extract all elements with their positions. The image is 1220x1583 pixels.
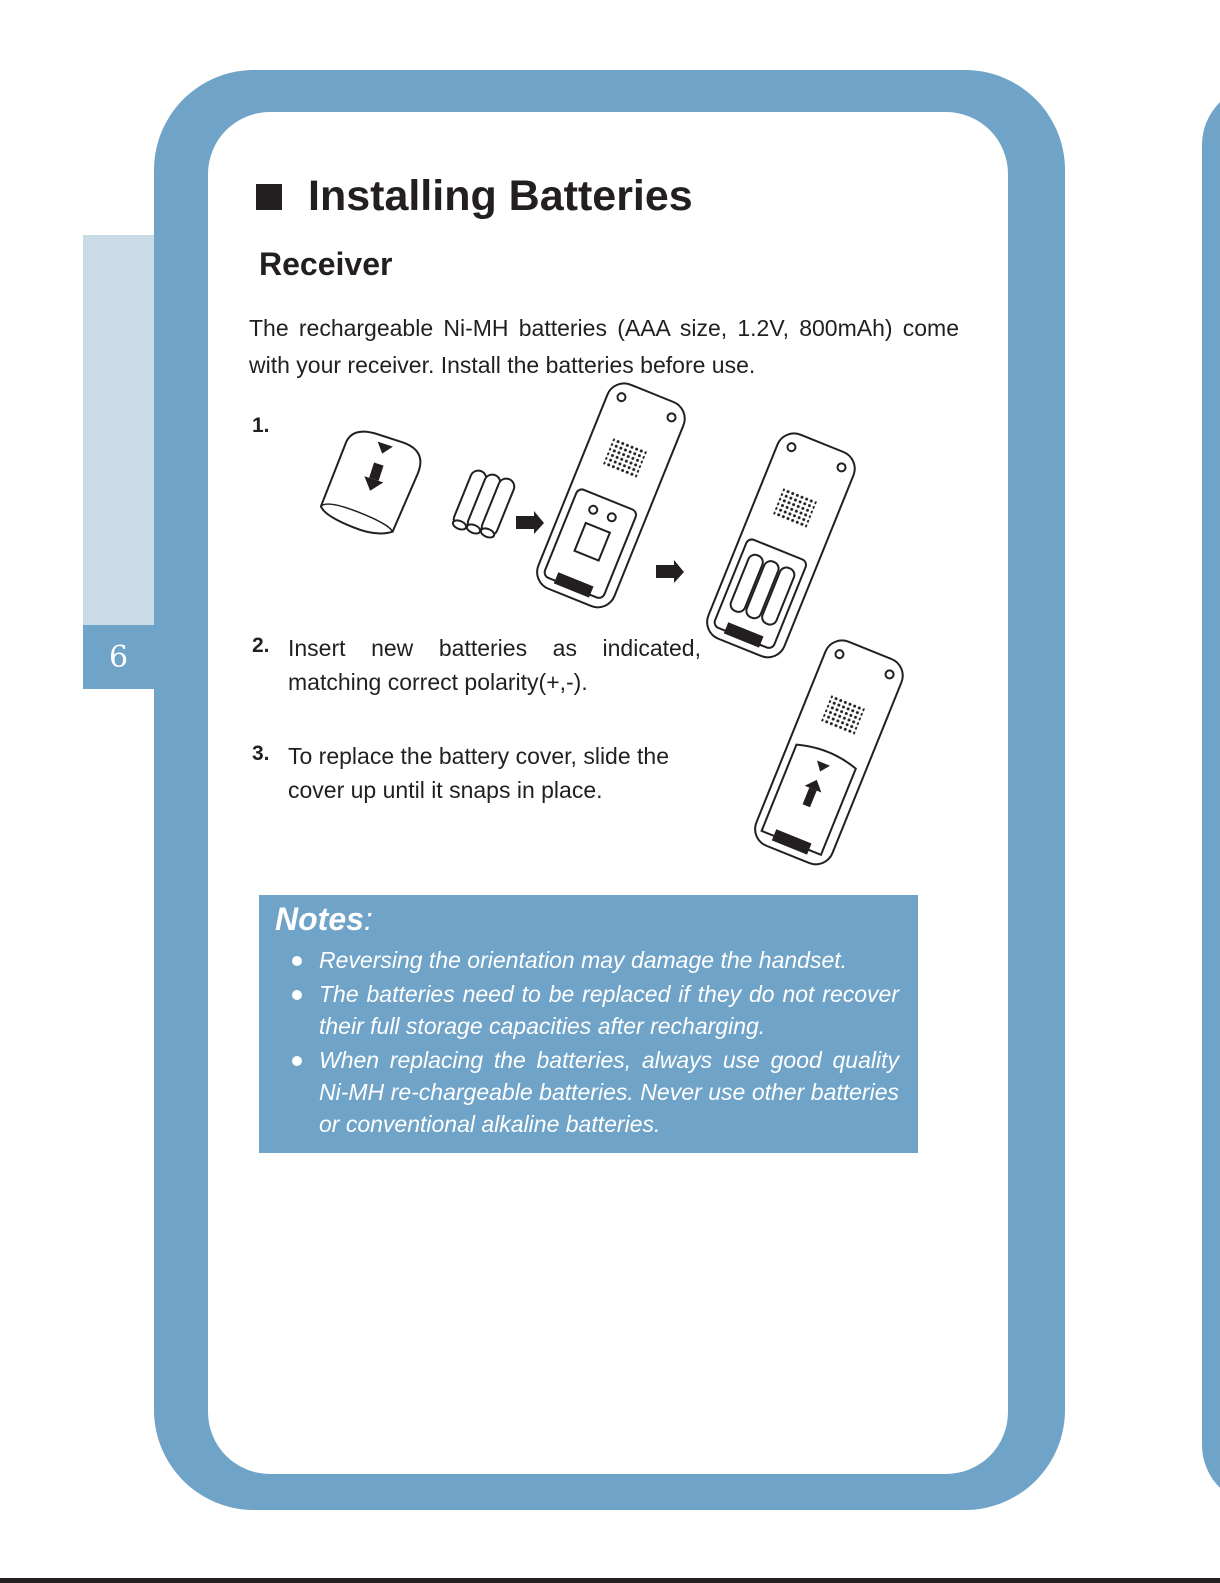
notes-box (259, 895, 918, 1153)
notes-title (275, 901, 373, 938)
note-text: When replacing the batteries, always use good quality Ni-MH re-chargeable batteries. Never use other batteries or conventional alkaline batteries. (319, 1047, 899, 1137)
note-text: Reversing the orientation may damage the handset. (319, 947, 848, 973)
notes-title-text: Notes (275, 901, 364, 937)
step-3-text: To replace the battery cover, slide the cover up until it snaps in place. (288, 743, 669, 803)
bottom-edge-line (0, 1578, 1220, 1583)
step-2-number: 2. (252, 634, 270, 657)
section-subtitle: Receiver (259, 246, 393, 282)
battery-cover-icon (318, 424, 426, 541)
step-2-text: Insert new batteries as indicated, matching correct polarity(+,-). (288, 635, 701, 695)
notes-title-colon: : (363, 901, 373, 937)
note-item (279, 978, 899, 1042)
step-1-number: 1. (252, 414, 270, 437)
intro-paragraph: The rechargeable Ni-MH batteries (AAA size, 1.2V, 800mAh) come with your receiver. Install the batteries before use. (249, 315, 959, 378)
bullet-icon (292, 956, 302, 966)
note-item (279, 1044, 899, 1140)
notes-list (279, 944, 899, 1142)
note-text: The batteries need to be replaced if they do not recover their full storage capacities after recharging. (319, 981, 899, 1039)
step-3-number: 3. (252, 742, 270, 765)
aaa-batteries-icon (451, 468, 517, 539)
handset-with-batteries-icon (702, 428, 860, 663)
page-title: Installing Batteries (308, 172, 693, 220)
handset-closed-icon (750, 635, 908, 870)
note-item (279, 944, 899, 976)
bullet-icon (292, 1056, 302, 1066)
page-number: 6 (83, 625, 154, 689)
bullet-icon (292, 990, 302, 1000)
